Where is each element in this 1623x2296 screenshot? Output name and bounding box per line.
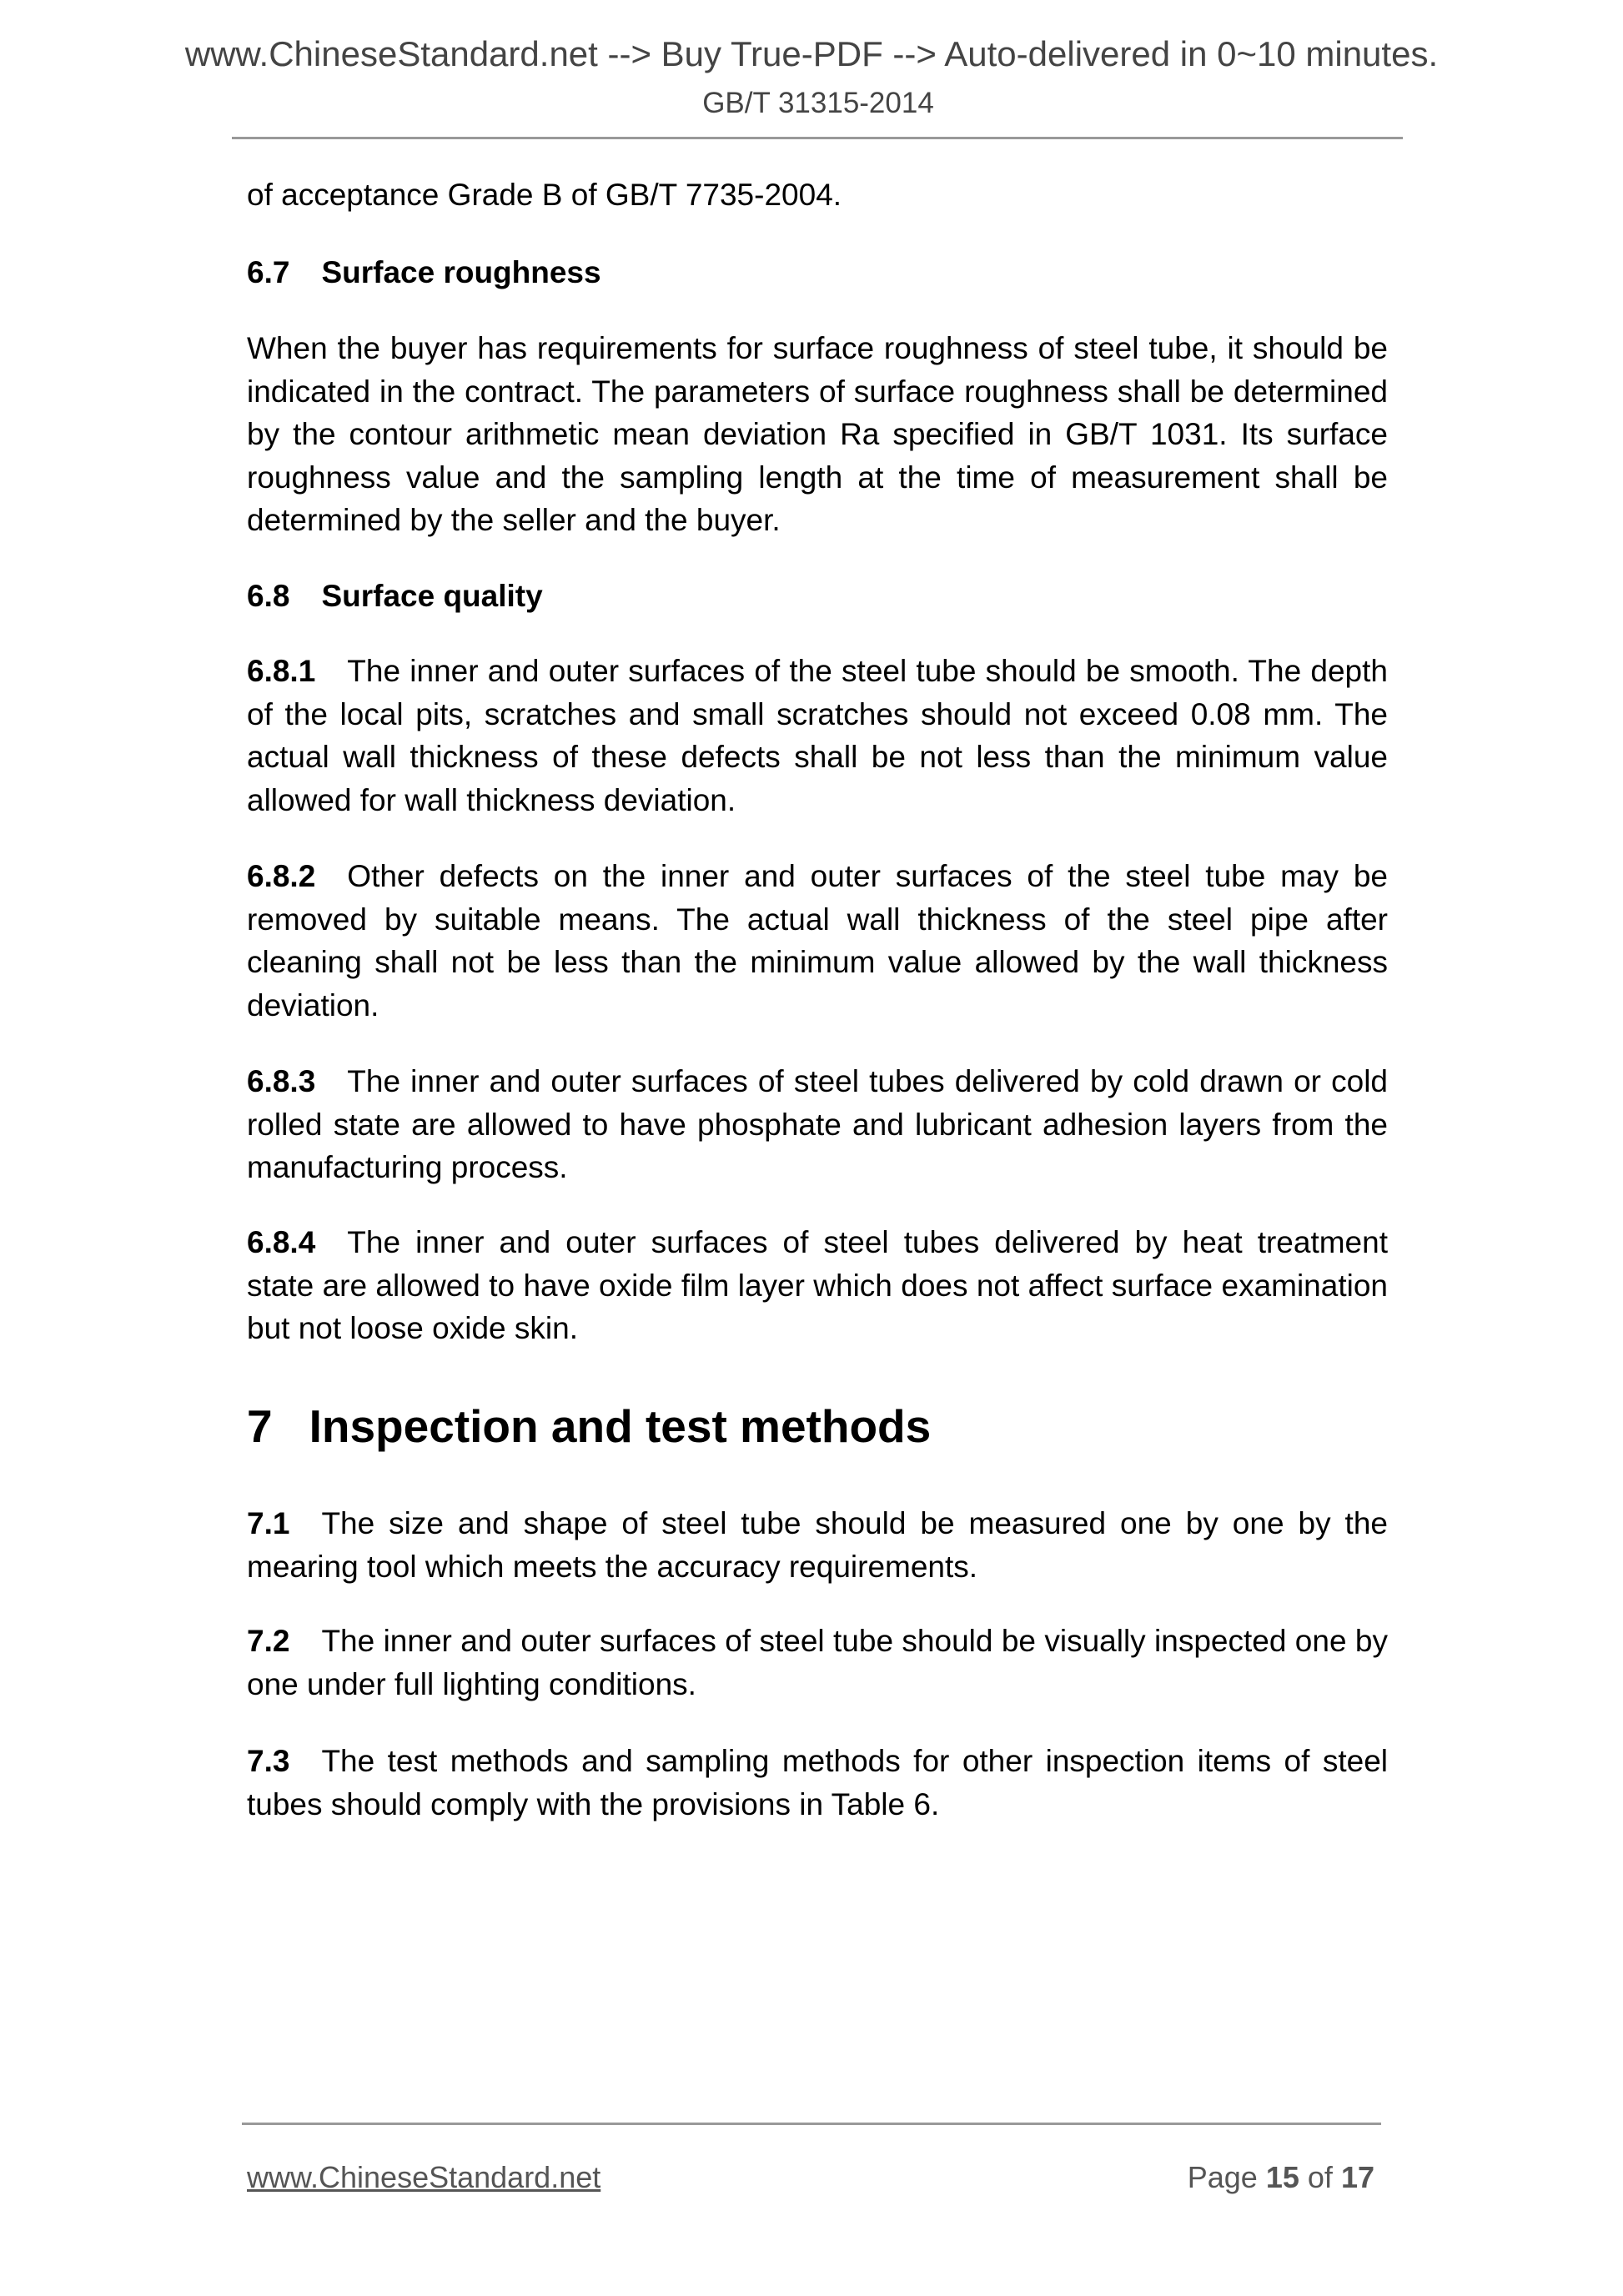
footer-divider	[242, 2123, 1381, 2125]
header-divider	[232, 137, 1403, 139]
section-7-1: 7.1 The size and shape of steel tube should be measured one by one by the mearing tool which meets the accuracy requirements.	[247, 1506, 1388, 1584]
header-doc-id: GB/T 31315-2014	[702, 87, 934, 119]
section-7-2: 7.2 The inner and outer surfaces of steel tube should be visually inspected one by one under full lighting conditions.	[247, 1624, 1388, 1701]
section-7-3: 7.3 The test methods and sampling methods for other inspection items of steel tubes should comply with the provisions in Table 6.	[247, 1744, 1388, 1821]
section-6-8-2: 6.8.2 Other defects on the inner and outer surfaces of the steel tube may be removed by suitable means. The actual wall thickness of the steel pipe after cleaning shall not be less than the minimum value allowed by the wall thickness deviation.	[247, 859, 1388, 1022]
page-number: Page 15 of 17	[1187, 2160, 1374, 2194]
section-6-7-heading: 6.7 Surface roughness	[247, 255, 601, 289]
footer-website-link[interactable]: www.ChineseStandard.net	[247, 2160, 601, 2194]
header-banner: www.ChineseStandard.net --> Buy True-PDF --> Auto-delivered in 0~10 minutes.	[184, 34, 1439, 73]
section-6-8-heading: 6.8 Surface quality	[247, 579, 543, 613]
section-7-heading: 7 Inspection and test methods	[247, 1400, 932, 1452]
section-6-7-text: When the buyer has requirements for surface roughness of steel tube, it should be indicated in the contract. The parameters of surface roughness shall be determined by the contour arithmetic mean deviation Ra specified in GB/T 1031. Its surface roughness value and the sampling length at the time of measurement shall be determined by the seller and the buyer.	[247, 331, 1388, 537]
section-6-8-4: 6.8.4 The inner and outer surfaces of steel tubes delivered by heat treatment state are allowed to have oxide film layer which does not affect surface examination but not loose oxide skin.	[247, 1225, 1388, 1345]
section-6-8-1: 6.8.1 The inner and outer surfaces of the steel tube should be smooth. The depth of the local pits, scratches and small scratches should not exceed 0.08 mm. The actual wall thickness of these defects shall be not less than the minimum value allowed for wall thickness deviation.	[247, 654, 1388, 817]
section-6-8-3: 6.8.3 The inner and outer surfaces of steel tubes delivered by cold drawn or cold rolled state are allowed to have phosphate and lubricant adhesion layers from the manufacturing process.	[247, 1064, 1388, 1184]
intro-text: of acceptance Grade B of GB/T 7735-2004.	[247, 178, 842, 212]
